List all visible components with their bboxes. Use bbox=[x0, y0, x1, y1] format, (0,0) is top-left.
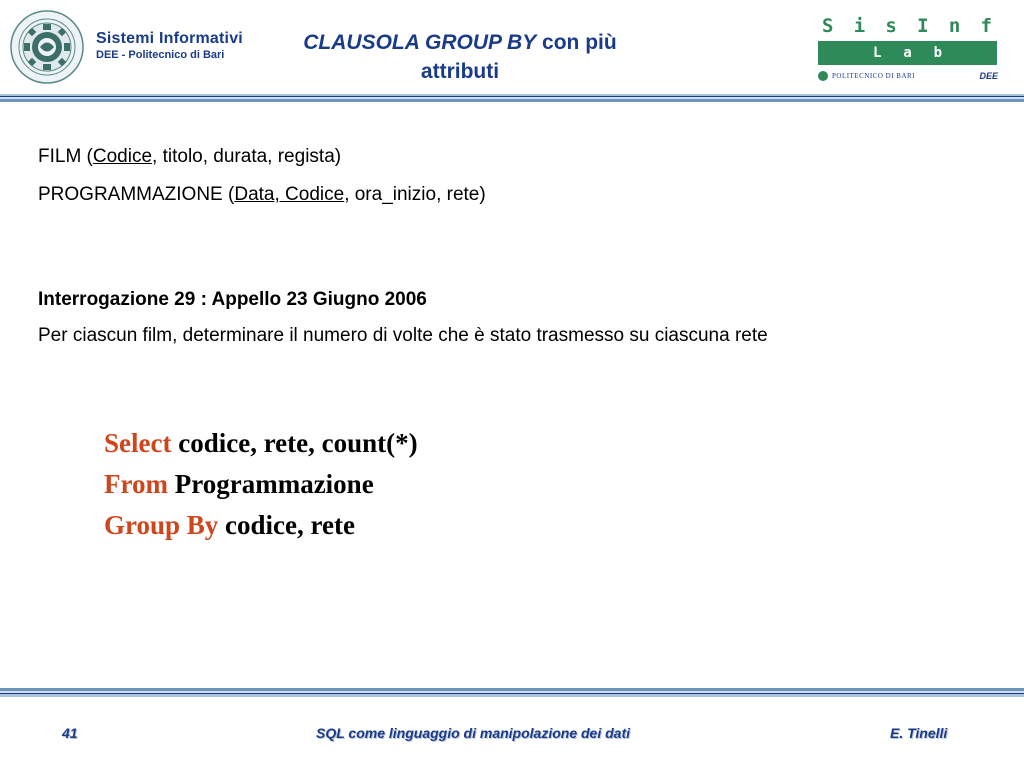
slide-header bbox=[0, 0, 1024, 96]
slide-title-italic: CLAUSOLA GROUP BY bbox=[303, 31, 537, 54]
lab-letter: b bbox=[933, 45, 943, 61]
lab-dept: DEE bbox=[979, 71, 998, 81]
schema-prog-prefix: PROGRAMMAZIONE ( bbox=[38, 184, 235, 205]
sql-from-body: Programmazione bbox=[167, 469, 374, 499]
brand-subtitle: DEE - Politecnico di Bari bbox=[96, 49, 225, 61]
schema-film bbox=[38, 146, 341, 168]
sql-groupby-line bbox=[104, 510, 355, 541]
lab-logo-footer bbox=[818, 69, 998, 83]
sisinf-lab-logo bbox=[818, 14, 998, 86]
query-title: Interrogazione 29 : Appello 23 Giugno 2006 bbox=[38, 289, 427, 310]
sql-select-body: codice, rete, count(*) bbox=[171, 428, 418, 458]
lab-letter: S bbox=[822, 15, 834, 37]
lab-letter: s bbox=[885, 15, 897, 37]
lab-logo-bar bbox=[818, 41, 997, 65]
sql-from-line bbox=[104, 469, 374, 500]
sql-select-line bbox=[104, 428, 418, 459]
schema-film-rest: , titolo, durata, regista) bbox=[152, 146, 342, 167]
schema-prog-key: Data, Codice bbox=[234, 184, 345, 205]
header-divider bbox=[0, 94, 1024, 102]
lab-letter: f bbox=[980, 15, 992, 37]
page-number: 41 bbox=[62, 725, 78, 741]
politecnico-seal-logo bbox=[10, 10, 84, 84]
brand-block bbox=[96, 30, 243, 61]
lab-letter: I bbox=[917, 15, 929, 37]
lab-letter: n bbox=[948, 15, 961, 37]
schema-film-key: Codice bbox=[92, 146, 153, 167]
schema-programmazione bbox=[38, 184, 486, 206]
lab-letter: a bbox=[903, 45, 912, 61]
slide-title-rest: con più attributi bbox=[420, 31, 617, 83]
lab-logo-top bbox=[818, 14, 996, 38]
footer-divider bbox=[0, 688, 1024, 697]
lab-letter: L bbox=[872, 45, 882, 61]
schema-film-prefix: FILM ( bbox=[38, 146, 93, 167]
schema-prog-rest: , ora_inizio, rete) bbox=[344, 184, 486, 205]
footer-course-title: SQL come linguaggio di manipolazione dei dati bbox=[316, 725, 630, 741]
query-text: Per ciascun film, determinare il numero di volte che è stato trasmesso su ciascuna rete bbox=[38, 325, 768, 346]
footer-author: E. Tinelli bbox=[890, 725, 948, 741]
lab-institution: POLITECNICO DI BARI bbox=[832, 72, 915, 80]
slide-title bbox=[300, 28, 620, 86]
sql-keyword-groupby: Group By bbox=[104, 510, 219, 540]
brand-title: Sistemi Informativi bbox=[96, 30, 243, 47]
sql-groupby-body: codice, rete bbox=[218, 510, 355, 540]
sql-keyword-select: Select bbox=[104, 428, 172, 458]
lab-letter: i bbox=[853, 15, 866, 37]
sql-keyword-from: From bbox=[104, 469, 168, 499]
gear-icon bbox=[818, 71, 828, 81]
